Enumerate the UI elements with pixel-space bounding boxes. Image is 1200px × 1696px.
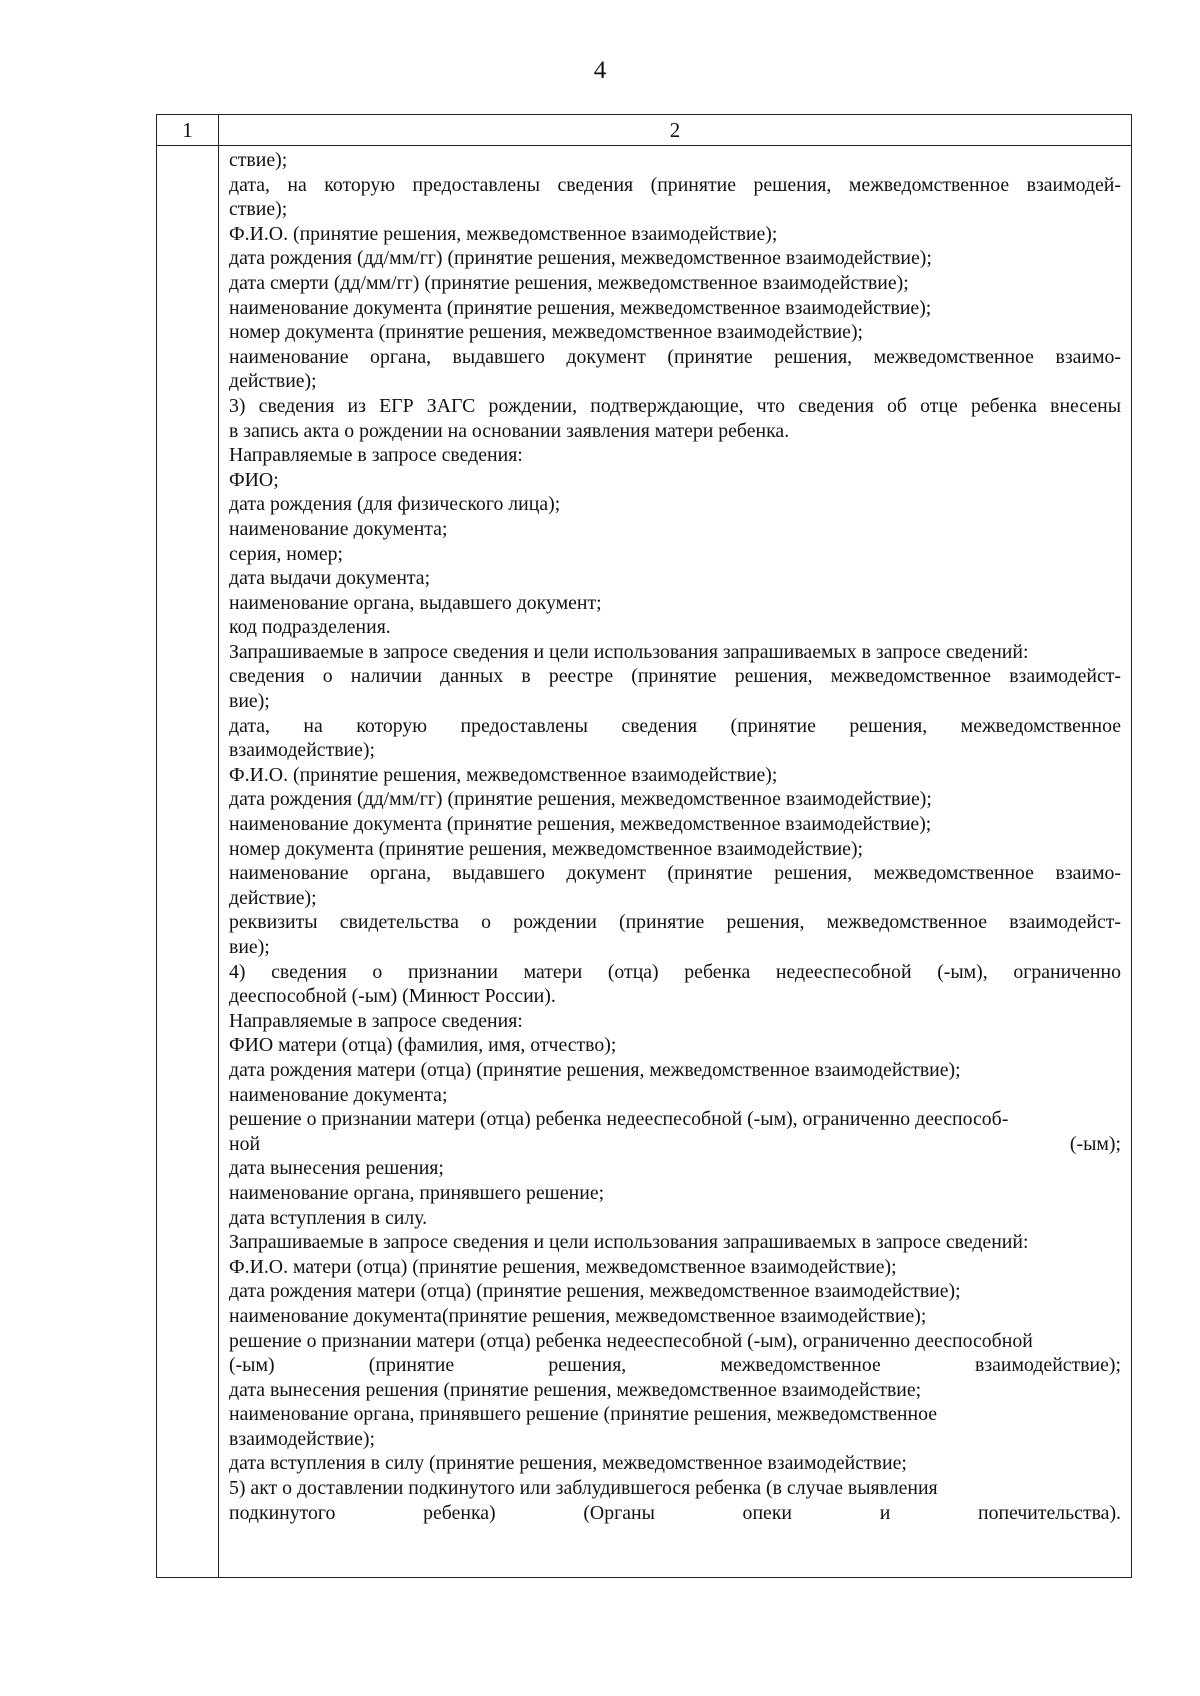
text-line: серия, номер; bbox=[229, 542, 344, 565]
header-cell-column-1: 1 bbox=[182, 118, 193, 142]
text-line: вие); bbox=[229, 936, 270, 958]
text-line: 4) сведения о признании матери (отца) ребенка недееспесобной (-ым), ограниченно bbox=[229, 960, 1121, 983]
text-line: (-ым) (принятие решения, межведомственное взаимодействие); bbox=[229, 1354, 1121, 1377]
text-line: наименование органа, выдавшего документ (принятие решения, межведомственное взаимо- bbox=[229, 862, 1121, 885]
text-line: ной (-ым); bbox=[229, 1132, 1121, 1155]
text-line: наименование органа, принявшего решение (принятие решения, межведомственное bbox=[229, 1403, 938, 1426]
table-header-row bbox=[157, 115, 1131, 146]
text-line: наименование органа, принявшего решение; bbox=[229, 1181, 605, 1204]
text-line: подкинутого ребенка) (Органы опеки и попечительства). bbox=[229, 1501, 1121, 1524]
text-line: Ф.И.О. матери (отца) (принятие решения, межведомственное взаимодействие); bbox=[229, 1255, 897, 1278]
text-line: сведения о наличии данных в реестре (принятие решения, межведомственное взаимодейст- bbox=[229, 665, 1121, 688]
text-line: ФИО; bbox=[229, 468, 279, 491]
text-line: Ф.И.О. (принятие решения, межведомственное взаимодействие); bbox=[229, 763, 778, 786]
text-line: дата вступления в силу (принятие решения, межведомственное взаимодействие; bbox=[229, 1452, 907, 1475]
text-line: наименование органа, выдавшего документ; bbox=[229, 591, 602, 614]
text-line: взаимодействие); bbox=[229, 739, 376, 762]
text-line: действие); bbox=[229, 370, 317, 393]
text-line: дата рождения (дд/мм/гг) (принятие решения, межведомственное взаимодействие); bbox=[229, 788, 932, 811]
text-line: дата рождения матери (отца) (принятие решения, межведомственное взаимодействие); bbox=[229, 1058, 961, 1081]
text-line: дата, на которую предоставлены сведения (принятие решения, межведомственное взаимодей- bbox=[229, 173, 1121, 196]
text-line: действие); bbox=[229, 886, 317, 909]
text-line: код подразделения. bbox=[229, 616, 391, 639]
text-line: Направляемые в запросе сведения: bbox=[229, 444, 523, 467]
text-line: дата рождения (дд/мм/гг) (принятие решения, межведомственное взаимодействие); bbox=[229, 247, 932, 270]
text-line: наименование органа, выдавшего документ (принятие решения, межведомственное взаимо- bbox=[229, 345, 1121, 368]
header-cell-column-2: 2 bbox=[669, 118, 681, 142]
text-line: наименование документа; bbox=[229, 517, 448, 540]
text-line: ствие); bbox=[229, 198, 288, 221]
text-line: ФИО матери (отца) (фамилия, имя, отчество); bbox=[229, 1034, 617, 1057]
text-line: дата, на которую предоставлены сведения (принятие решения, межведомственное bbox=[229, 714, 1121, 737]
text-line: дата вступления в силу. bbox=[229, 1206, 428, 1229]
table-content-cell bbox=[229, 148, 1121, 1525]
text-line: реквизиты свидетельства о рождении (принятие решения, межведомственное взаимодейст- bbox=[229, 911, 1121, 934]
text-line: взаимодействие); bbox=[229, 1427, 376, 1450]
text-line: наименование документа; bbox=[229, 1083, 448, 1106]
text-line: решение о признании матери (отца) ребенка недееспесобной (-ым), ограниченно дееспособной bbox=[229, 1329, 1033, 1352]
text-line: 3) сведения из ЕГР ЗАГС рождении, подтверждающие, что сведения об отце ребенка внесены bbox=[229, 394, 1121, 417]
text-line: 5) акт о доставлении подкинутого или заблудившегося ребенка (в случае выявления bbox=[229, 1477, 938, 1500]
text-line: дата рождения (для физического лица); bbox=[229, 493, 561, 516]
text-line: дата смерти (дд/мм/гг) (принятие решения, межведомственное взаимодействие); bbox=[229, 271, 909, 294]
text-line: дата вынесения решения; bbox=[229, 1157, 444, 1180]
page-number: 4 bbox=[593, 57, 607, 84]
text-line: номер документа (принятие решения, межведомственное взаимодействие); bbox=[229, 837, 864, 860]
text-line: Направляемые в запросе сведения: bbox=[229, 1009, 523, 1032]
text-line: вие); bbox=[229, 690, 270, 713]
text-line: в запись акта о рождении на основании заявления матери ребенка. bbox=[229, 419, 790, 442]
text-line: ствие); bbox=[229, 149, 288, 171]
text-line: дата выдачи документа; bbox=[229, 567, 431, 590]
document-table bbox=[156, 114, 1132, 1578]
text-line: наименование документа (принятие решения, межведомственное взаимодействие); bbox=[229, 296, 932, 319]
text-line: решение о признании матери (отца) ребенка недееспесобной (-ым), ограниченно дееспособ- bbox=[229, 1108, 1009, 1131]
text-line: номер документа (принятие решения, межведомственное взаимодействие); bbox=[229, 321, 864, 344]
text-line: наименование документа (принятие решения, межведомственное взаимодействие); bbox=[229, 813, 932, 836]
text-line: Запрашиваемые в запросе сведения и цели использования запрашиваемых в запросе сведений: bbox=[229, 1231, 1029, 1254]
text-line: дата рождения матери (отца) (принятие решения, межведомственное взаимодействие); bbox=[229, 1280, 961, 1303]
text-line: дата вынесения решения (принятие решения, межведомственное взаимодействие; bbox=[229, 1378, 922, 1401]
text-line: Запрашиваемые в запросе сведения и цели использования запрашиваемых в запросе сведений: bbox=[229, 640, 1029, 663]
text-line: Ф.И.О. (принятие решения, межведомственное взаимодействие); bbox=[229, 222, 778, 245]
column-divider bbox=[218, 115, 219, 1577]
text-line: наименование документа(принятие решения, межведомственное взаимодействие); bbox=[229, 1304, 927, 1327]
text-line: дееспособной (-ым) (Минюст России). bbox=[229, 985, 556, 1008]
